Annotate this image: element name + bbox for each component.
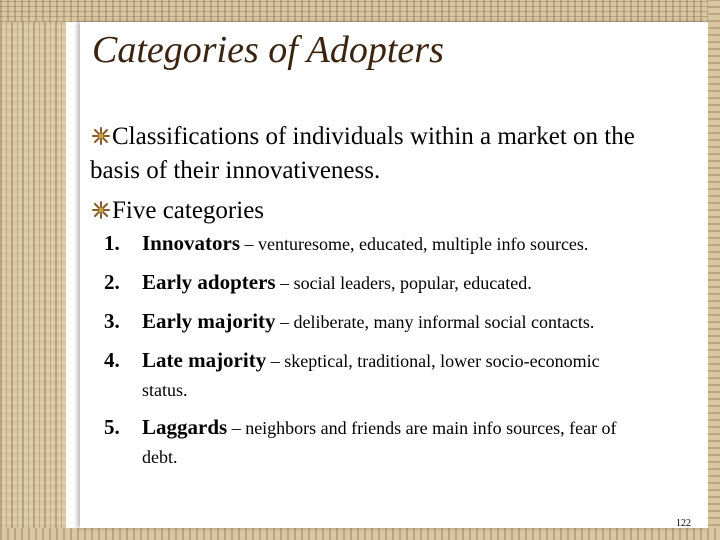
item-term: Laggards bbox=[142, 415, 228, 439]
page-number: 122 bbox=[676, 518, 691, 529]
item-term: Late majority bbox=[142, 348, 267, 372]
decorative-border-bottom bbox=[0, 528, 720, 540]
bullet-text-line1: Classifications of individuals within a market on the bbox=[112, 123, 635, 150]
item-number: 2. bbox=[104, 270, 120, 294]
item-description-continued: status. bbox=[142, 380, 188, 400]
bullet-classifications bbox=[92, 120, 700, 188]
decorative-border-left bbox=[0, 0, 66, 540]
star-bullet-icon bbox=[92, 201, 110, 219]
decorative-border-top bbox=[0, 0, 720, 22]
list-item bbox=[104, 349, 694, 401]
bullet-text-line2: basis of their innovativeness. bbox=[90, 157, 381, 184]
list-item bbox=[104, 232, 694, 256]
item-number: 5. bbox=[104, 415, 120, 439]
item-description: – neighbors and friends are main info sources, fear of bbox=[227, 418, 617, 438]
list-item bbox=[104, 416, 694, 468]
star-bullet-icon bbox=[92, 127, 110, 145]
item-description-continued: debt. bbox=[142, 447, 178, 467]
item-description: – venturesome, educated, multiple info sources. bbox=[240, 234, 589, 254]
slide-title: Categories of Adopters bbox=[92, 29, 444, 71]
bullet-five-categories bbox=[92, 194, 700, 228]
item-description: – deliberate, many informal social contacts. bbox=[275, 312, 595, 332]
list-item bbox=[104, 310, 694, 334]
item-term: Innovators bbox=[142, 231, 241, 255]
item-description: – social leaders, popular, educated. bbox=[275, 273, 532, 293]
item-term: Early majority bbox=[142, 309, 276, 333]
item-number: 4. bbox=[104, 348, 120, 372]
item-description: – skeptical, traditional, lower socio-economic bbox=[266, 351, 600, 371]
item-number: 1. bbox=[104, 231, 120, 255]
bullet-text: Five categories bbox=[112, 197, 265, 224]
decorative-border-right bbox=[708, 0, 720, 540]
list-item bbox=[104, 271, 694, 295]
item-number: 3. bbox=[104, 309, 120, 333]
category-list bbox=[104, 232, 694, 483]
item-term: Early adopters bbox=[142, 270, 276, 294]
